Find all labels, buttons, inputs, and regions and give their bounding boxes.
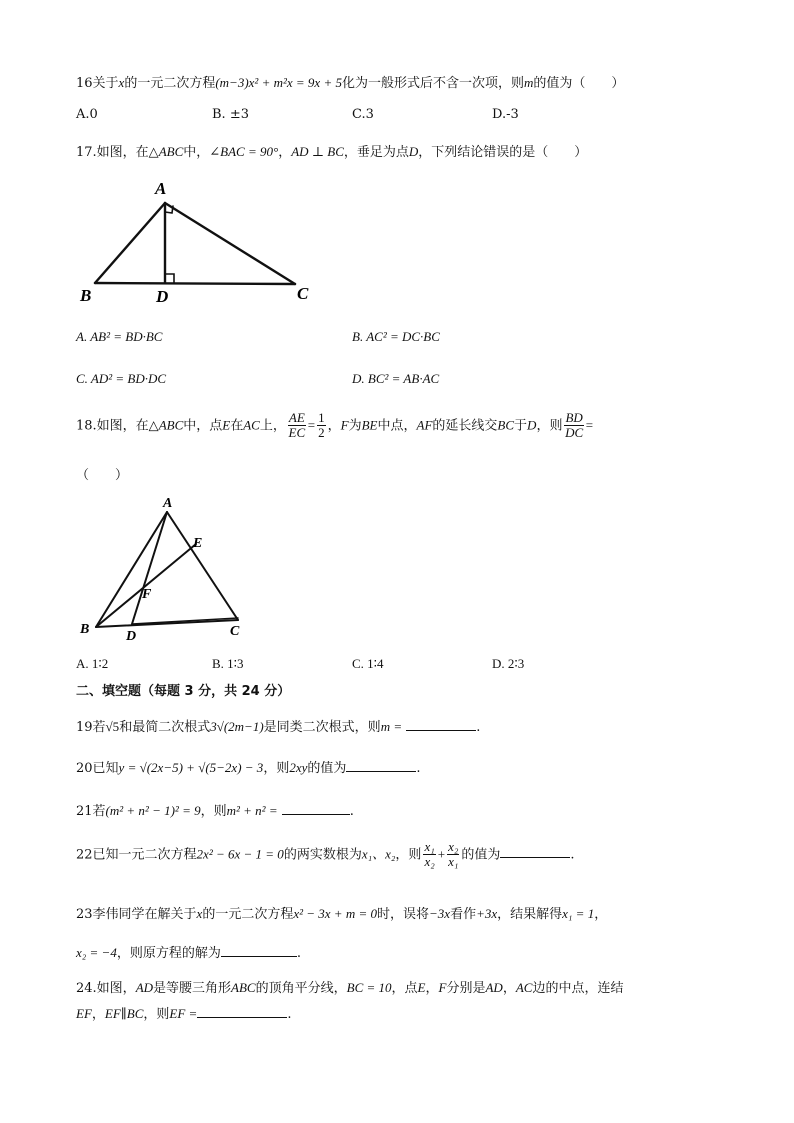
q20-answer-blank[interactable] [346, 759, 416, 772]
q18-label-a: A [163, 496, 173, 511]
section-2-title: 二、填空题（每题 3 分，共 24 分） [76, 684, 291, 699]
q17-stem: 17.如图，在△ABC中，∠BAC = 90°，AD ⊥ BC，垂足为点D，下列结论错误的是（ ） [76, 144, 588, 160]
q17-option-d[interactable]: D. BC² = AB·AC [352, 371, 440, 386]
q18-fraction-half: $\frac{1}{2}$ [318, 410, 325, 441]
q18-option-a[interactable]: A. 1∶2 [76, 656, 109, 671]
q17-label-a: A [155, 179, 167, 198]
q23-answer-blank[interactable] [221, 944, 297, 957]
q21-stem: 21若(m² + n² − 1)² = 9，则m² + n² = . [76, 803, 354, 819]
q17-option-a[interactable]: A. AB² = BD·BC [76, 329, 163, 344]
q17-option-b[interactable]: B. AC² = DC·BC [352, 329, 440, 344]
q16-option-b[interactable]: B. ±3 [212, 107, 249, 122]
q18-answer-paren: （ ） [76, 468, 129, 483]
q21-answer-blank[interactable] [282, 802, 350, 815]
q16-option-d[interactable]: D.-3 [492, 107, 519, 122]
q18-figure [72, 490, 272, 650]
q22-fraction-2: $\frac{\text{x₂}}{\text{x₁}}$ [448, 839, 459, 870]
q17-label-c: C [297, 284, 309, 303]
q18-label-b: B [80, 622, 90, 637]
q18-option-b[interactable]: B. 1∶3 [212, 656, 244, 671]
q22-answer-blank[interactable] [500, 845, 570, 858]
q24-stem: 24.如图，AD是等腰三角形ABC的顶角平分线，BC = 10，点E，F分别是AD，AC边的中点，连结 [76, 980, 624, 996]
q22-stem: 22已知一元二次方程2x² − 6x − 1 = 0的两实数根为x₁、x₂，则 $\frac{\text{x₁}}{\text{x₂}}$ + $\frac{\text{x₂}}{\text{x₁}}$ 的值为 . [76, 839, 575, 870]
q17-option-c[interactable]: C. AD² = BD·DC [76, 371, 167, 386]
q23-stem: 23李伟同学在解关于x的一元二次方程x² − 3x + m = 0时，误将−3x看作+3x，结果解得x₁ = 1， [76, 906, 608, 922]
q18-fraction-ae-ec: $\frac{AE}{EC}$ [288, 410, 306, 441]
q18-label-d: D [126, 629, 137, 644]
q16-stem: 16关于x的一元二次方程(m−3)x² + m²x = 9x + 5化为一般形式后不含一次项，则m的值为（ ） [76, 75, 625, 91]
q20-stem: 20已知y = √(2x−5) + √(5−2x) − 3，则2xy的值为 . [76, 760, 421, 776]
q17-figure [72, 175, 332, 305]
q16-option-c[interactable]: C.3 [352, 107, 374, 122]
q16-option-a[interactable]: A.0 [76, 107, 98, 122]
q23-stem-line2: x₂ = −4，则原方程的解为 . [76, 945, 301, 961]
q18-stem: 18.如图，在△ABC中，点E在AC上， $\frac{AE}{EC}$ = $\frac{1}{2}$ ，F为BE中点，AF的延长线交BC于D，则 $\frac{BD}{DC}$ = [76, 410, 594, 441]
q18-label-f: F [142, 587, 152, 602]
q18-label-c: C [230, 624, 240, 639]
q16-equation: (m−3)x² + m²x = 9x + 5 [215, 75, 342, 90]
q18-label-e: E [193, 536, 203, 551]
q17-label-d: D [156, 287, 169, 305]
q22-fraction-1: $\frac{\text{x₁}}{\text{x₂}}$ [424, 839, 435, 870]
q19-answer-blank[interactable] [406, 718, 476, 731]
q17-label-b: B [80, 286, 92, 305]
q18-fraction-bd-dc: $\frac{BD}{DC}$ [565, 410, 584, 441]
q19-stem: 19若√5和最简二次根式3√(2m−1)是同类二次根式，则m = . [76, 719, 481, 735]
q18-option-c[interactable]: C. 1∶4 [352, 656, 384, 671]
q24-answer-blank[interactable] [197, 1005, 287, 1018]
q18-option-d[interactable]: D. 2∶3 [492, 656, 525, 671]
q24-stem-line2: EF，EF∥BC，则EF = . [76, 1006, 292, 1022]
